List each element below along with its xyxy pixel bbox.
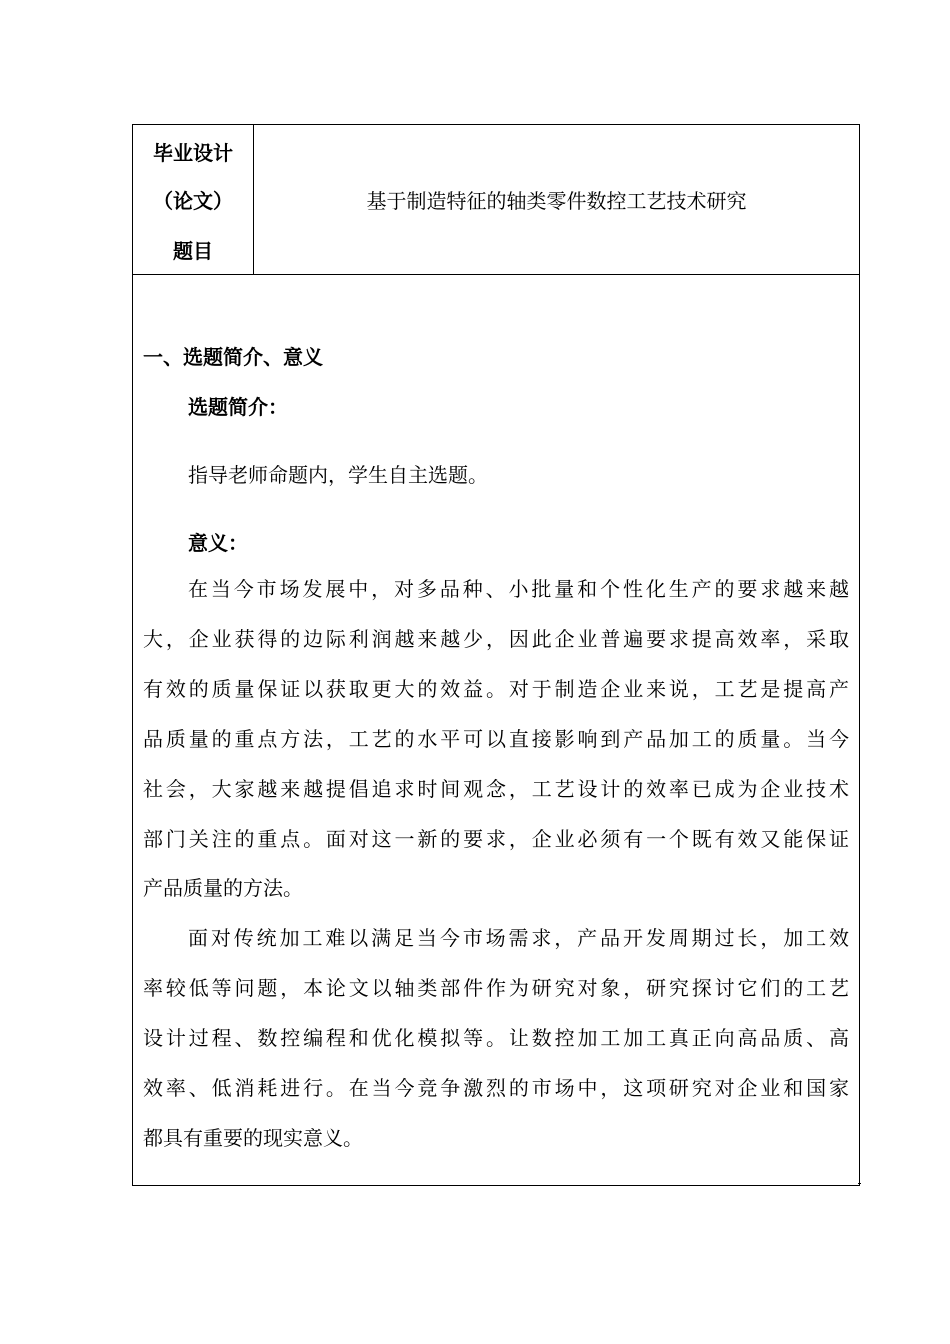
label-line-3: 题目 [173, 239, 213, 263]
paragraph2-line-1: 面对传统加工难以满足当今市场需求，产品开发周期过长，加工效 [188, 926, 849, 950]
thesis-title-row [133, 125, 859, 275]
paragraph1-line-7: 产品质量的方法。 [143, 876, 303, 900]
table-corner-mark [858, 1183, 861, 1184]
paragraph1-line-1: 在当今市场发展中，对多品种、小批量和个性化生产的要求越来越 [188, 577, 849, 601]
paragraph1-line-2: 大，企业获得的边际利润越来越少，因此企业普遍要求提高效率，采取 [143, 627, 849, 651]
thesis-title-text: 基于制造特征的轴类零件数控工艺技术研究 [366, 189, 747, 213]
label-line-2: （论文） [153, 189, 233, 213]
thesis-title-label-cell [133, 125, 254, 274]
content-cell [133, 275, 859, 1185]
thesis-form-table [132, 124, 860, 1186]
paragraph1-line-3: 有效的质量保证以获取更大的效益。对于制造企业来说，工艺是提高产 [143, 677, 849, 701]
paragraph2-line-3: 设计过程、数控编程和优化模拟等。让数控加工加工真正向高品质、高 [143, 1026, 849, 1050]
label-line-1: 毕业设计 [153, 141, 233, 165]
paragraph2-line-2: 率较低等问题，本论文以轴类部件作为研究对象，研究探讨它们的工艺 [143, 976, 849, 1000]
meaning-heading: 意义： [188, 531, 248, 555]
paragraph2-line-4: 效率、低消耗进行。在当今竞争激烈的市场中，这项研究对企业和国家 [143, 1076, 849, 1100]
paragraph2-line-5: 都具有重要的现实意义。 [143, 1126, 363, 1150]
paragraph1-line-6: 部门关注的重点。面对这一新的要求，企业必须有一个既有效又能保证 [143, 827, 849, 851]
intro-text: 指导老师命题内，学生自主选题。 [188, 463, 488, 487]
thesis-title-cell [254, 125, 859, 274]
section-heading: 一、选题简介、意义 [143, 345, 323, 369]
paragraph1-line-5: 社会，大家越来越提倡追求时间观念，工艺设计的效率已成为企业技术 [143, 777, 849, 801]
paragraph1-line-4: 品质量的重点方法，工艺的水平可以直接影响到产品加工的质量。当今 [143, 727, 849, 751]
intro-heading: 选题简介： [188, 395, 288, 419]
